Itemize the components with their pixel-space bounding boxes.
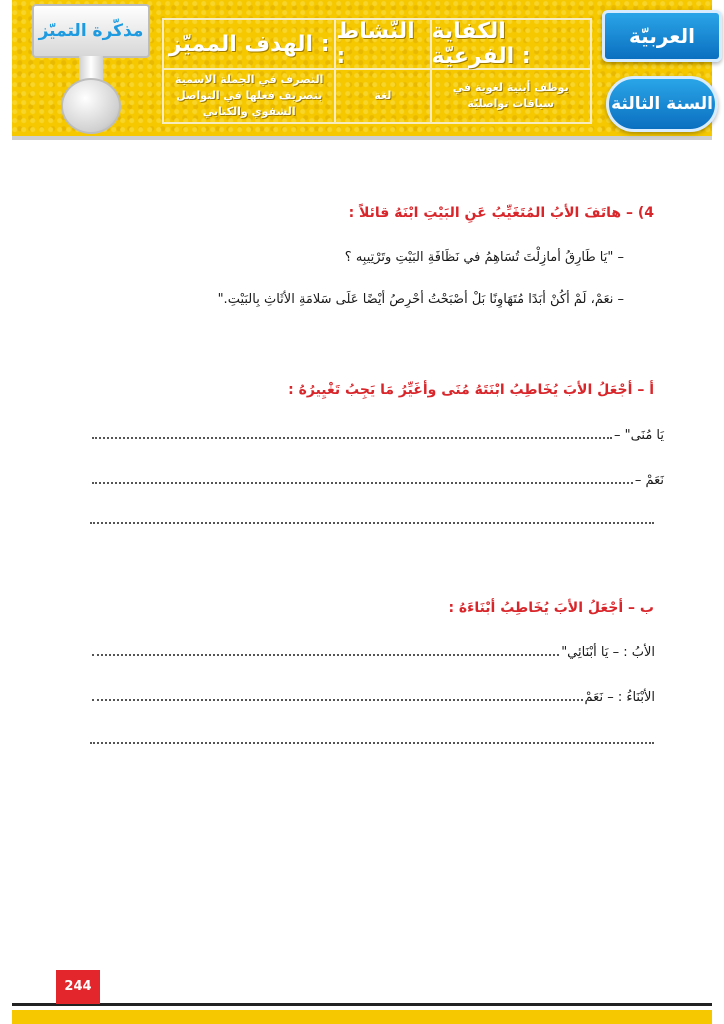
footer-band — [12, 1010, 712, 1024]
part-b-answer-2[interactable] — [90, 690, 655, 705]
kifaya-text: يوظف أبنية لغوية في سياقات تواصليّة — [452, 81, 569, 110]
subject-badge: العربيّة — [602, 10, 722, 62]
logo-text: مذكّرة التميّز — [32, 4, 150, 58]
header-banner — [12, 0, 712, 140]
part-a-answer-3[interactable] — [90, 522, 654, 524]
answer-dots — [92, 646, 559, 656]
hadaf-text: التصرف في الجملة الاسمية بتصريف فعلها في التواصل الشفوي والكتابي — [175, 73, 324, 118]
answer-dots — [92, 474, 633, 484]
dialogue-line-1: – "يَا طَارِقُ أمازِلْتَ تُسَاهِمُ في نَظَافَةِ البَيْتِ وتَرْتِيبِه ؟ — [344, 250, 624, 265]
answer-dots — [92, 429, 612, 439]
part-a-prefix-1: – "يَا مُنَى — [613, 428, 664, 443]
part-a-answer-2[interactable] — [90, 473, 664, 488]
level-badge: السنة الثالثة — [606, 76, 718, 132]
dialogue-line-2: – نعَمْ، لَمْ أكُنْ أبَدًا مُتَهَاوِنًا بَلْ أصْبَحْتُ أحْرِصُ أيْضًا عَلَى سَلامَةِ الأثَاثِ بِالبَيْتِ." — [217, 292, 624, 307]
info-grid — [162, 18, 592, 124]
logo — [32, 4, 150, 134]
answer-dots — [92, 691, 583, 701]
nashat-title: النّشاط : — [336, 20, 429, 70]
part-a-prefix-2: – نَعَمْ — [634, 473, 664, 488]
page-number: 244 — [56, 970, 100, 1004]
nashat-text: لغة — [374, 89, 392, 103]
part-b-prefix-2: الأبْنَاءُ : – نَعَمْ — [584, 690, 655, 705]
part-b-answer-3[interactable] — [90, 742, 654, 744]
hadaf-column — [164, 20, 334, 122]
kifaya-column — [430, 20, 591, 122]
footer-divider — [12, 1003, 712, 1006]
hadaf-title: الهدف المميّز : — [164, 20, 334, 70]
kifaya-title: الكفاية الفرعيّة : — [432, 20, 591, 70]
part-b-prefix-1: "الأبُ : – يَا أبْنَائِي — [561, 645, 655, 660]
part-a-answer-1[interactable] — [90, 428, 664, 443]
part-b-answer-1[interactable] — [90, 645, 655, 660]
part-b-title: ب – أجْعَلُ الأبَ يُخَاطِبُ أبْنَاءَهُ : — [448, 600, 654, 616]
exercise-title: 4) – هاتَفَ الأبُ المُتَغَيِّبُ عَنِ البَيْتِ ابْنَهُ قائلاً : — [348, 205, 654, 221]
part-a-title: أ – أجْعَلُ الأبَ يُخَاطِبُ ابْنَتَهُ مُنَى وأغَيِّرُ مَا يَجِبُ تَغْيِيرُهُ : — [288, 382, 654, 398]
logo-ball-icon — [61, 78, 121, 134]
nashat-column — [334, 20, 429, 122]
